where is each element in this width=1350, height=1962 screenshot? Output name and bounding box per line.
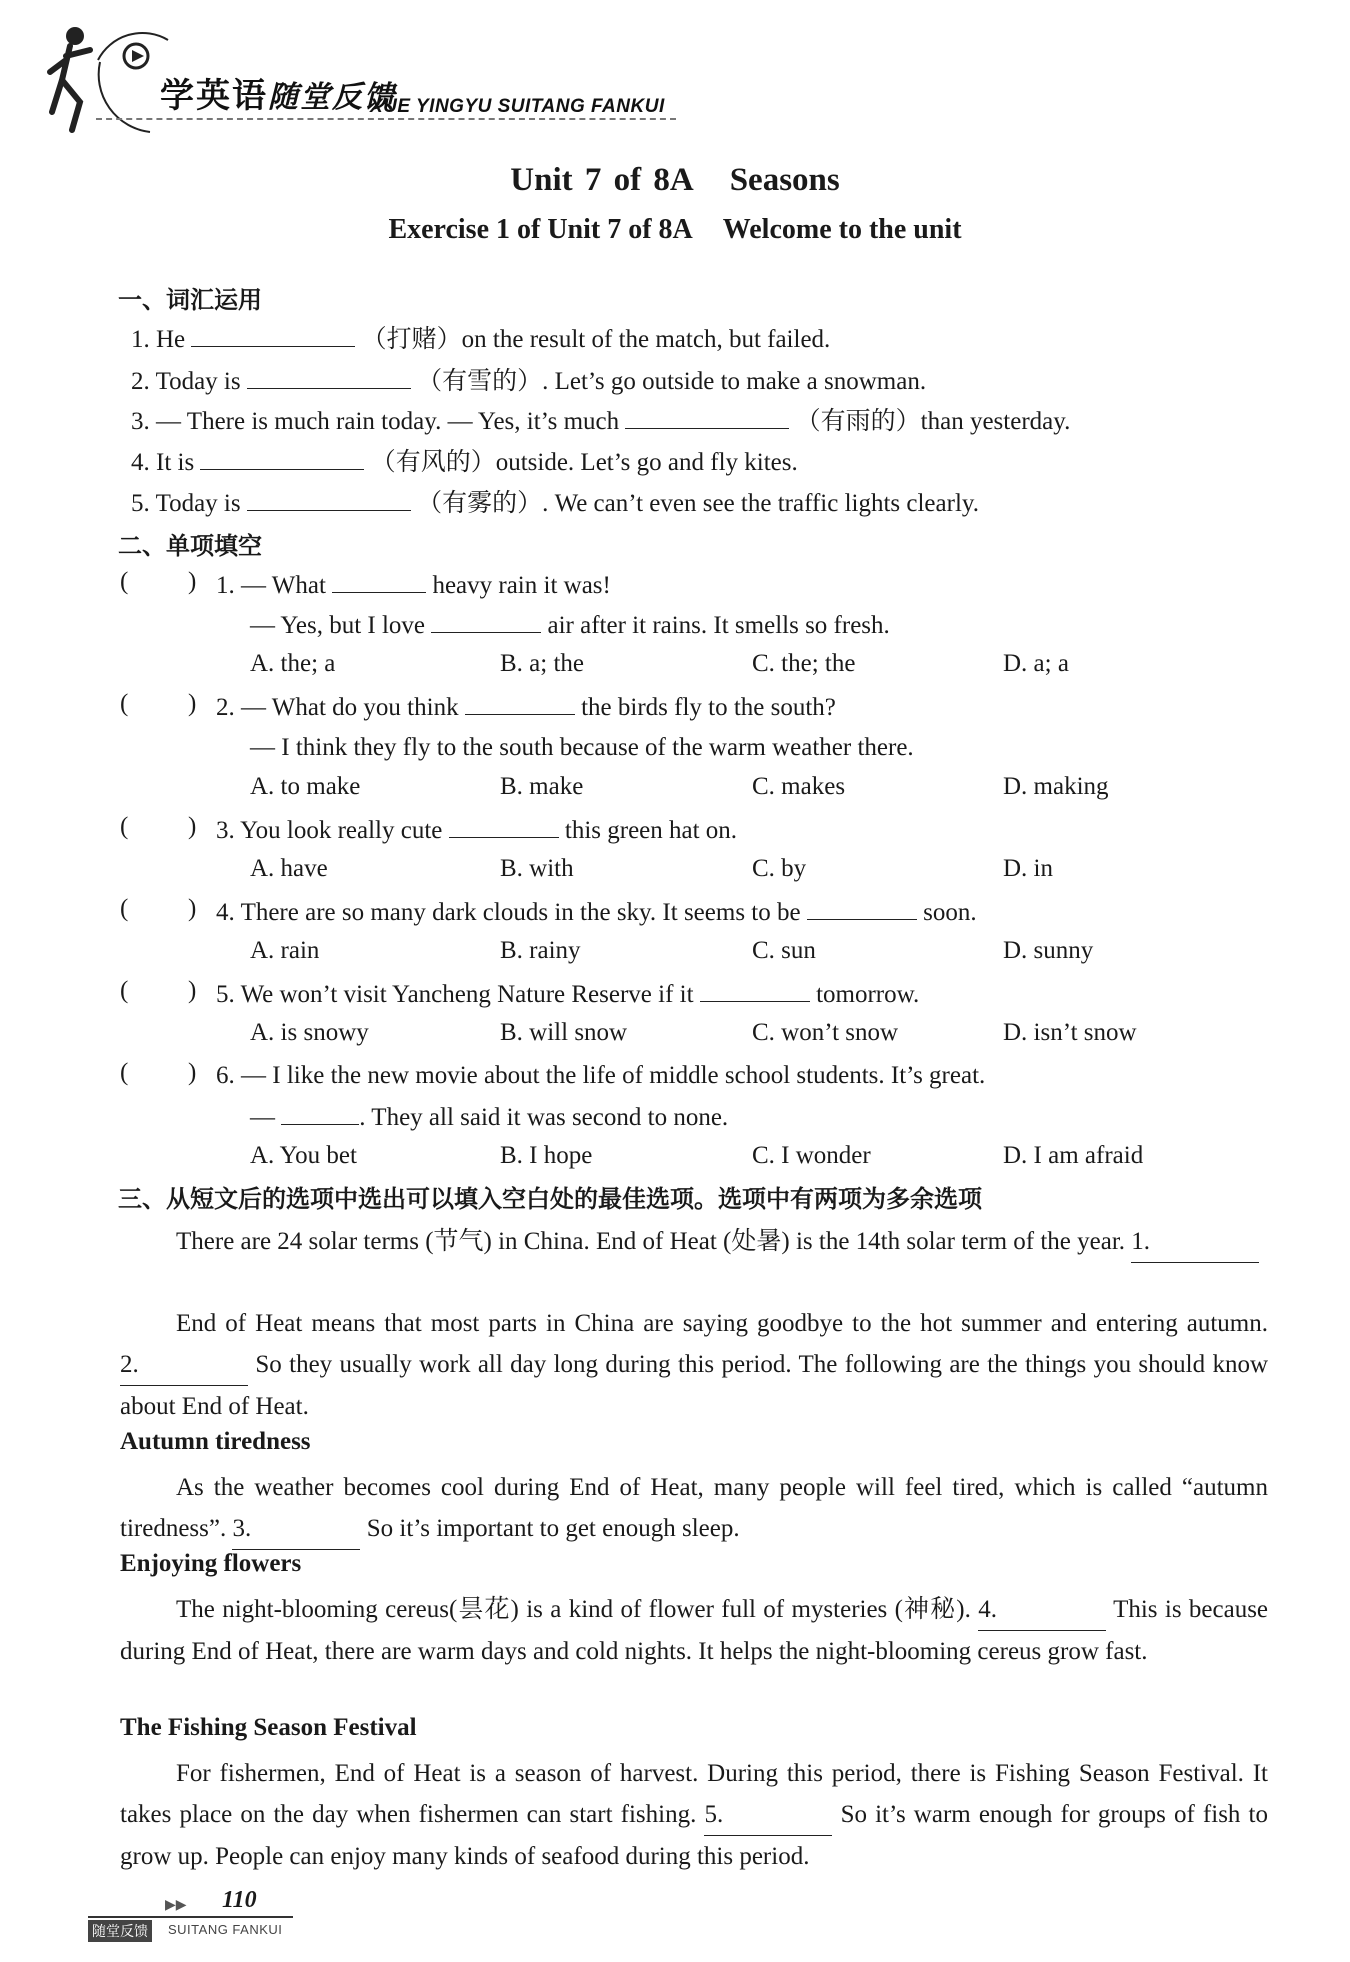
option-c: C. won’t snow	[752, 1019, 899, 1046]
passage-paragraph-4	[120, 1589, 1268, 1672]
answer-box[interactable]	[144, 975, 184, 1005]
vocab-item-3	[131, 404, 1070, 439]
item-number: 2.	[131, 368, 150, 395]
answer-box[interactable]	[144, 811, 184, 841]
paragraph-text: This is because during End of Heat, there are warm days and cold nights. It helps the night-blooming cereus grow fast.	[120, 1596, 1269, 1665]
subheading-enjoying-flowers: Enjoying flowers	[120, 1550, 302, 1577]
passage-blank-4[interactable]	[978, 1589, 1106, 1631]
option-c: C. sun	[752, 937, 816, 964]
vocab-item-1	[131, 322, 830, 357]
option-c: C. the; the	[752, 650, 856, 677]
question-4	[216, 895, 977, 930]
answer-paren-close: )	[188, 690, 197, 717]
question-number: 1.	[216, 572, 235, 599]
item-text: （打赌）on the result of the match, but failed.	[361, 326, 831, 353]
question-2-reply	[250, 731, 914, 765]
subheading-fishing-festival: The Fishing Season Festival	[120, 1714, 417, 1741]
passage-paragraph-5	[120, 1753, 1268, 1877]
blank-number: 3.	[232, 1515, 252, 1542]
item-text: It is	[156, 449, 195, 476]
answer-paren-close: )	[188, 568, 197, 595]
option-d: D. isn’t snow	[1003, 1019, 1137, 1046]
header-divider	[96, 118, 676, 120]
answer-paren-open: (	[120, 977, 129, 1004]
item-text: （有雪的）. Let’s go outside to make a snowman.	[417, 368, 927, 395]
option-d: D. sunny	[1003, 937, 1094, 964]
passage-blank-5[interactable]	[704, 1794, 832, 1836]
option-c: C. by	[752, 855, 807, 882]
question-text: —	[250, 1104, 275, 1131]
answer-paren-open: (	[120, 1059, 129, 1086]
item-text: （有雨的）than yesterday.	[795, 408, 1071, 435]
question-text: There are so many dark clouds in the sky. It seems to be	[240, 899, 801, 926]
question-text: — Yes, but I love	[250, 612, 426, 639]
page-number: 110	[222, 1887, 257, 1913]
blank-number: 1.	[1131, 1228, 1151, 1255]
answer-blank[interactable]	[625, 404, 789, 429]
question-text: — What do you think	[241, 694, 459, 721]
answer-box[interactable]	[144, 893, 184, 923]
answer-blank[interactable]	[700, 977, 810, 1002]
item-text: Today is	[155, 490, 241, 517]
option-d: D. making	[1003, 773, 1109, 800]
answer-paren-open: (	[120, 568, 129, 595]
option-b: B. with	[500, 855, 574, 882]
option-a: A. You bet	[250, 1142, 357, 1169]
option-d: D. in	[1003, 855, 1053, 882]
section1-heading: 一、词汇运用	[118, 286, 262, 314]
question-5	[216, 977, 919, 1012]
section2-heading: 二、单项填空	[118, 532, 262, 560]
unit-topic: Seasons	[729, 162, 840, 198]
item-number: 5.	[131, 490, 150, 517]
logo-pinyin: XUE YINGYU SUITANG FANKUI	[370, 96, 665, 117]
exercise-title	[0, 214, 1350, 246]
option-a: A. rain	[250, 937, 320, 964]
question-text: tomorrow.	[816, 981, 920, 1008]
question-2	[216, 690, 836, 725]
paragraph-text: For fishermen, End of Heat is a season of harvest. During this period, there is Fishing Season Festival. It takes place on the day when fishermen can start fishing.	[120, 1760, 1268, 1828]
header-banner	[40, 20, 680, 140]
question-3	[216, 813, 737, 848]
item-text: （有风的）outside. Let’s go and fly kites.	[370, 449, 798, 476]
footer-pinyin: SUITANG FANKUI	[168, 1922, 283, 1937]
logo-main-text: 学英语	[160, 76, 268, 116]
paragraph-text: So they usually work all day long during this period. The following are the things you should know about End of Heat.	[120, 1351, 1269, 1420]
option-b: B. will snow	[500, 1019, 628, 1046]
question-6-reply	[250, 1100, 728, 1135]
passage-paragraph-3	[120, 1467, 1268, 1550]
vocab-item-2	[131, 364, 926, 399]
answer-blank[interactable]	[807, 895, 917, 920]
question-6	[216, 1059, 985, 1093]
passage-blank-2[interactable]	[120, 1344, 248, 1386]
answer-blank[interactable]	[281, 1100, 359, 1125]
option-b: B. make	[500, 773, 584, 800]
option-b: B. a; the	[500, 650, 585, 677]
passage-blank-3[interactable]	[232, 1508, 360, 1550]
paragraph-text: End of Heat means that most parts in China are saying goodbye to the hot summer and entering autumn.	[176, 1310, 1268, 1337]
question-text: — I like the new movie about the life of middle school students. It’s great.	[241, 1062, 986, 1089]
unit-number: Unit 7 of 8A	[510, 162, 694, 198]
question-number: 3.	[216, 817, 235, 844]
question-text: the birds fly to the south?	[581, 694, 836, 721]
blank-number: 4.	[978, 1596, 997, 1623]
option-a: A. have	[250, 855, 328, 882]
question-text: — What	[241, 572, 326, 599]
option-c: C. makes	[752, 773, 846, 800]
answer-paren-close: )	[188, 1059, 197, 1086]
question-text: — I think they fly to the south because of the warm weather there.	[250, 734, 914, 761]
question-number: 4.	[216, 899, 235, 926]
item-number: 4.	[131, 449, 150, 476]
section3-heading: 三、从短文后的选项中选出可以填入空白处的最佳选项。选项中有两项为多余选项	[118, 1185, 982, 1213]
passage-paragraph-2	[120, 1303, 1268, 1427]
option-a: A. to make	[250, 773, 361, 800]
question-text: heavy rain it was!	[432, 572, 611, 599]
question-number: 2.	[216, 694, 235, 721]
answer-blank[interactable]	[200, 445, 364, 470]
answer-box[interactable]	[144, 1057, 184, 1087]
answer-paren-open: (	[120, 895, 129, 922]
answer-blank[interactable]	[332, 568, 426, 593]
answer-blank[interactable]	[247, 486, 411, 511]
unit-title	[0, 162, 1350, 199]
question-text: We won’t visit Yancheng Nature Reserve if it	[240, 981, 694, 1008]
vocab-item-4	[131, 445, 798, 480]
answer-box[interactable]	[144, 566, 184, 596]
exercise-number: Exercise 1 of Unit 7 of 8A	[388, 214, 693, 245]
vocab-item-5	[131, 486, 979, 521]
answer-box[interactable]	[144, 688, 184, 718]
item-number: 1.	[131, 326, 150, 353]
answer-paren-close: )	[188, 813, 197, 840]
question-text: this green hat on.	[564, 817, 738, 844]
logo-sub-text: 随堂反馈	[268, 80, 396, 115]
question-text: soon.	[923, 899, 977, 926]
question-text: You look really cute	[240, 817, 443, 844]
question-number: 5.	[216, 981, 235, 1008]
double-arrow-icon: ▶▶	[165, 1897, 187, 1913]
paragraph-text: The night-blooming cereus(昙花) is a kind of flower full of mysteries (神秘).	[176, 1596, 971, 1623]
logo-title	[160, 68, 396, 117]
passage-blank-1[interactable]	[1131, 1221, 1259, 1263]
paragraph-text: So it’s important to get enough sleep.	[366, 1515, 740, 1542]
answer-paren-close: )	[188, 895, 197, 922]
option-a: A. is snowy	[250, 1019, 369, 1046]
question-text: . They all said it was second to none.	[359, 1104, 729, 1131]
item-text: Today is	[155, 368, 241, 395]
item-text: （有雾的）. We can’t even see the traffic lights clearly.	[417, 490, 980, 517]
footer-divider	[88, 1916, 293, 1918]
item-number: 3.	[131, 408, 150, 435]
option-a: A. the; a	[250, 650, 336, 677]
option-d: D. I am afraid	[1003, 1142, 1144, 1169]
answer-blank[interactable]	[465, 690, 575, 715]
option-b: B. I hope	[500, 1142, 593, 1169]
exercise-topic: Welcome to the unit	[722, 214, 962, 245]
paragraph-text: There are 24 solar terms (节气) in China. End of Heat (处暑) is the 14th solar term of the year.	[176, 1228, 1126, 1255]
option-b: B. rainy	[500, 937, 581, 964]
blank-number: 5.	[704, 1801, 724, 1828]
question-number: 6.	[216, 1062, 235, 1089]
question-text: air after it rains. It smells so fresh.	[547, 612, 890, 639]
option-d: D. a; a	[1003, 650, 1069, 677]
runner-logo-icon	[40, 20, 180, 140]
paragraph-text: So it’s warm enough for groups of fish to grow up. People can enjoy many kinds of seafood during this period.	[120, 1801, 1268, 1870]
answer-paren-open: (	[120, 813, 129, 840]
answer-paren-open: (	[120, 690, 129, 717]
answer-blank[interactable]	[247, 364, 411, 389]
answer-blank[interactable]	[431, 608, 541, 633]
question-1	[216, 568, 611, 603]
passage-paragraph-1	[120, 1221, 1268, 1263]
footer-tag: 随堂反馈	[88, 1920, 152, 1942]
item-text: He	[156, 326, 186, 353]
blank-number: 2.	[120, 1351, 139, 1378]
paragraph-text: As the weather becomes cool during End of Heat, many people will feel tired, which is called “autumn tiredness”.	[120, 1474, 1268, 1542]
subheading-autumn-tiredness: Autumn tiredness	[120, 1428, 311, 1455]
answer-blank[interactable]	[449, 813, 559, 838]
answer-blank[interactable]	[191, 322, 355, 347]
item-text: — There is much rain today. — Yes, it’s much	[156, 408, 620, 435]
question-1-reply	[250, 608, 890, 643]
option-c: C. I wonder	[752, 1142, 871, 1169]
answer-paren-close: )	[188, 977, 197, 1004]
